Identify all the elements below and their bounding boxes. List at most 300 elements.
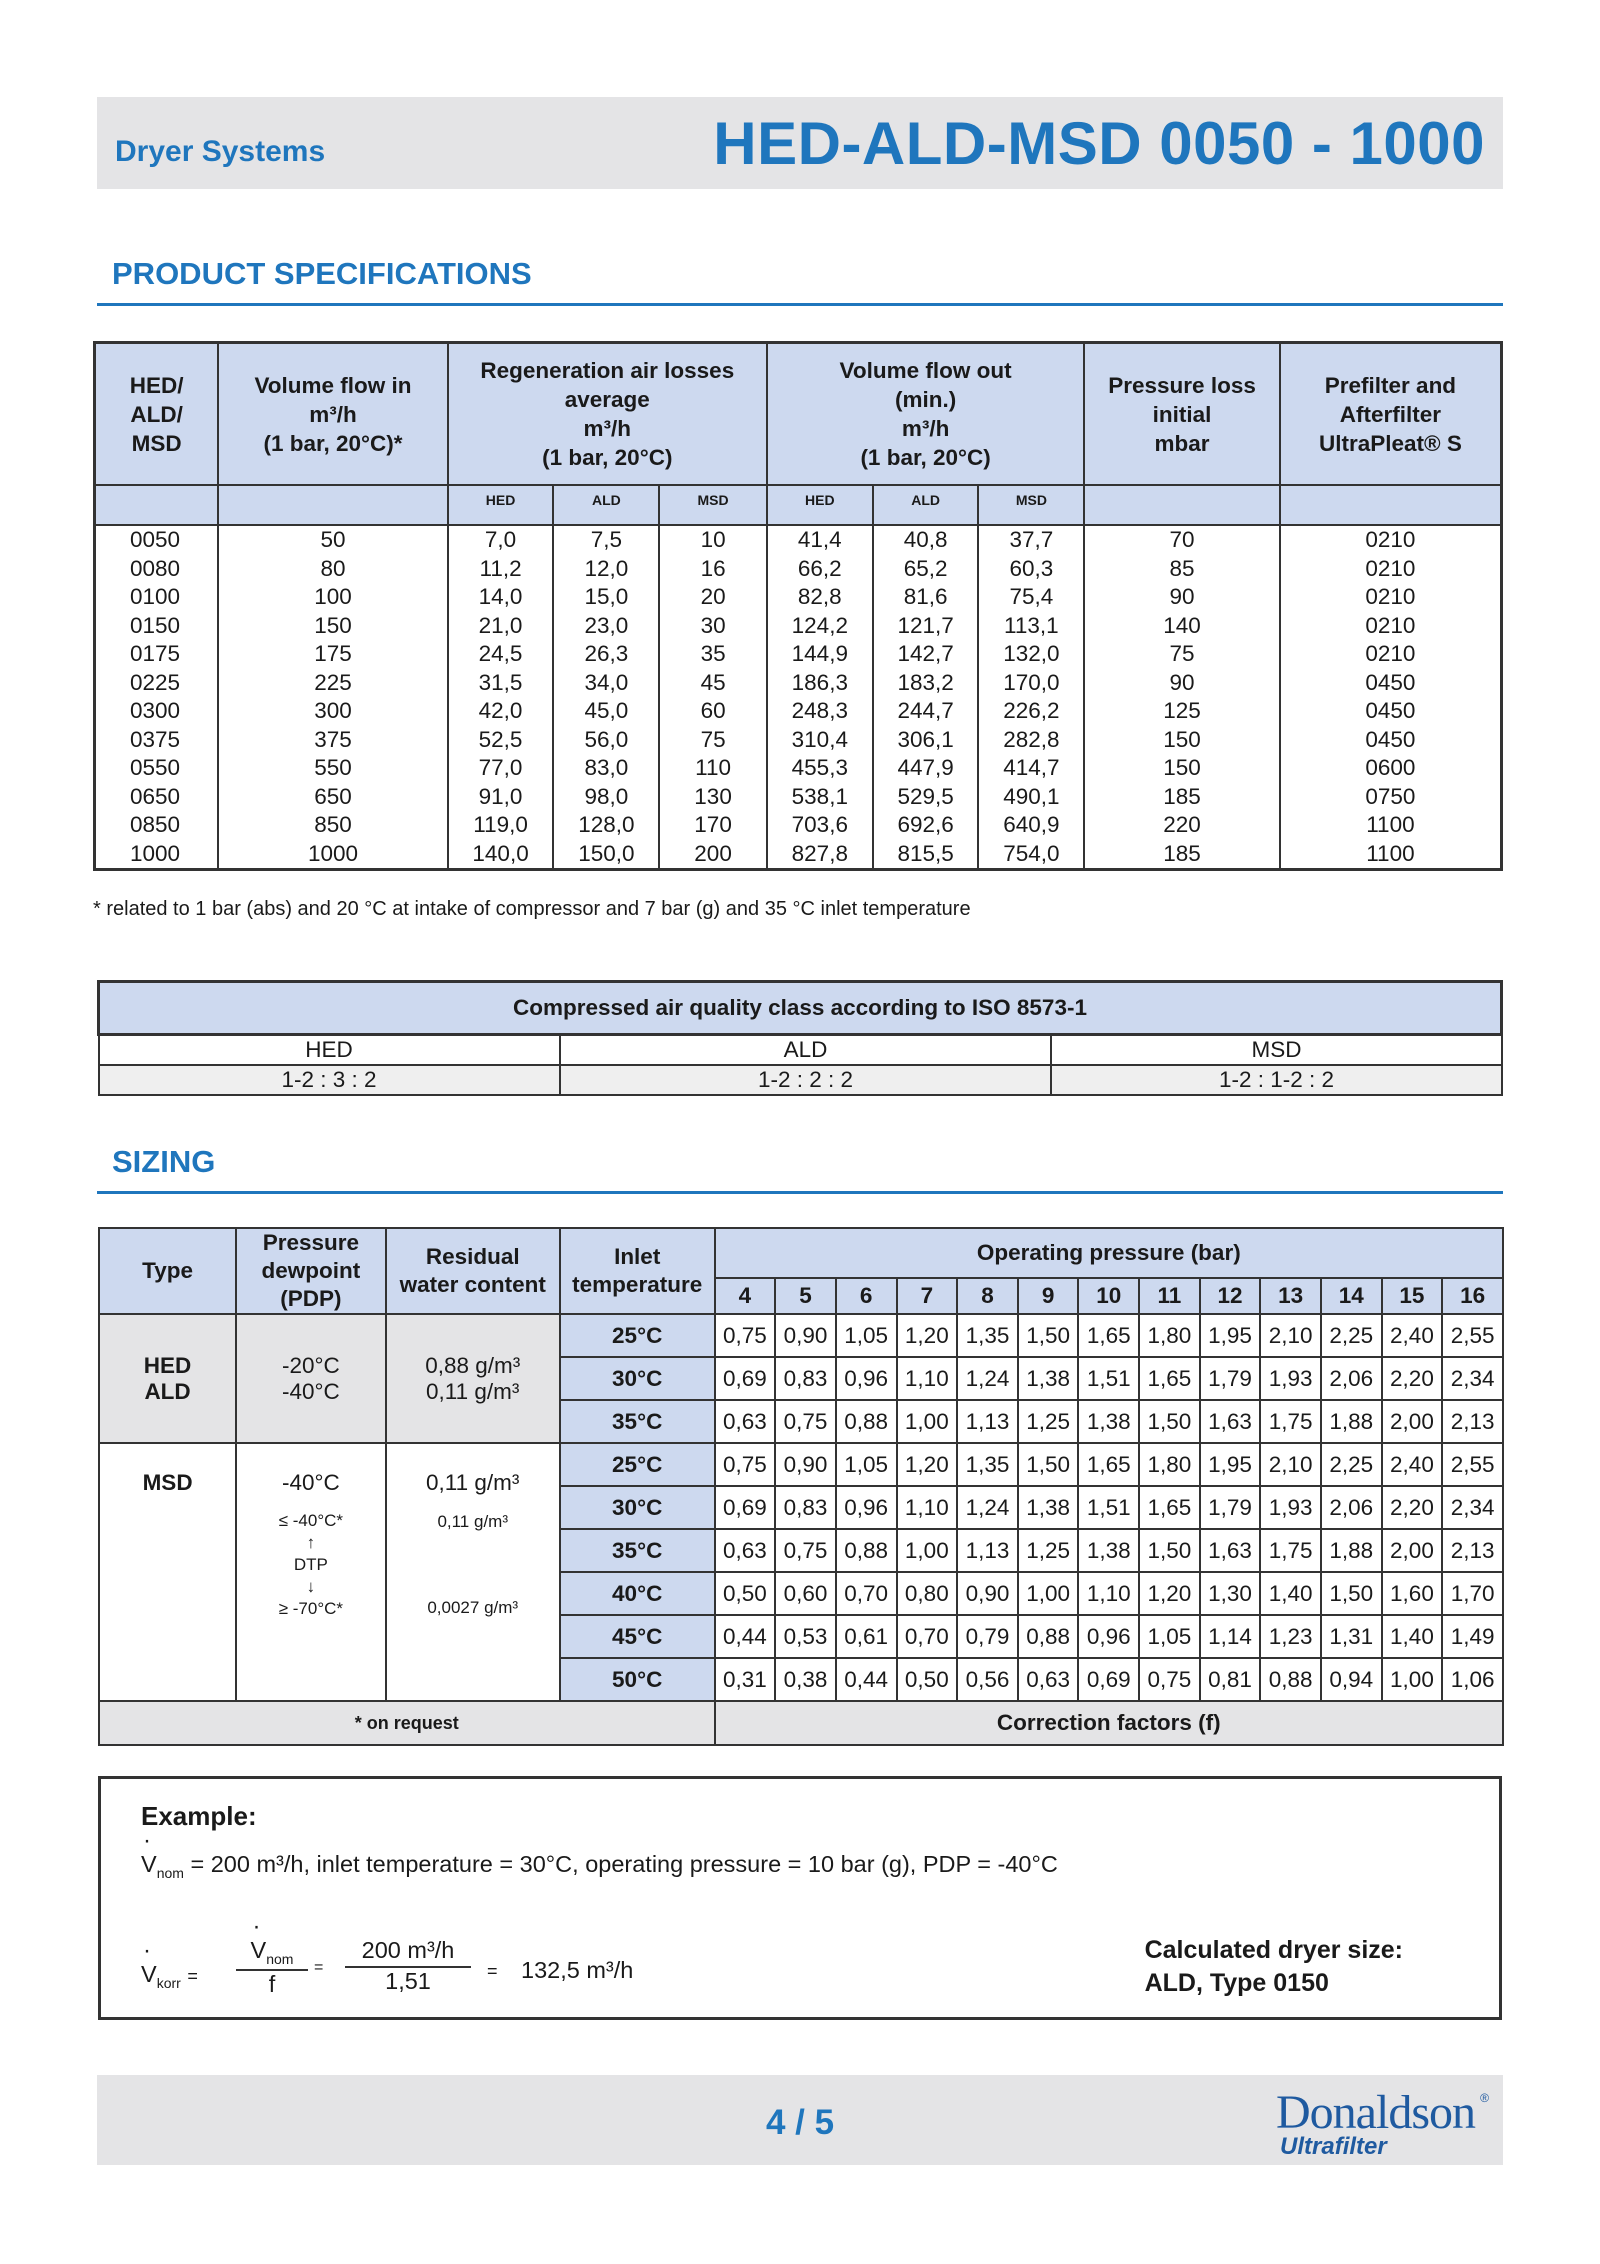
spec-cell: 130 [659,783,767,812]
spec-cell: 85 [1084,555,1280,584]
spec-cell: 0450 [1280,697,1502,726]
spec-cell: 140,0 [448,840,554,870]
correction-factor: 2,06 [1321,1486,1382,1529]
water-msd-value: 0,11 g/m³ [426,1470,520,1495]
correction-factor: 0,63 [715,1400,776,1443]
correction-factor: 2,25 [1321,1314,1382,1357]
spec-cell: 150,0 [553,840,659,870]
correction-factor: 1,75 [1260,1529,1321,1572]
eq-sign-1: = [314,1959,324,1976]
fraction-numeric: $\frac{\text{200 m³/h}}{1,51}$ [345,1937,471,1995]
spec-cell: 10 [659,525,767,555]
spec-cell: 11,2 [448,555,554,584]
spec-row [95,583,1502,612]
correction-factor: 1,00 [1018,1572,1079,1615]
pressure-header: 16 [1442,1278,1503,1314]
correction-factor: 0,44 [715,1615,776,1658]
spec-cell: 310,4 [767,726,873,755]
iso-label-msd: MSD [1051,1035,1501,1066]
correction-factor: 0,94 [1321,1658,1382,1701]
sizing-col-type: Type [99,1228,236,1314]
spec-cell: 1000 [218,840,447,870]
spec-cell: 7,5 [553,525,659,555]
inlet-temp: 40°C [560,1572,715,1615]
spec-cell: 52,5 [448,726,554,755]
spec-cell-model: 0650 [95,783,219,812]
correction-factor: 0,75 [775,1529,836,1572]
spec-cell: 125 [1084,697,1280,726]
correction-factor: 0,96 [1078,1615,1139,1658]
spec-cell: 42,0 [448,697,554,726]
correction-factor: 0,80 [897,1572,958,1615]
spec-cell: 45 [659,669,767,698]
spec-cell: 640,9 [978,811,1084,840]
correction-factor: 1,24 [957,1486,1018,1529]
spec-cell: 75 [1084,640,1280,669]
correction-factor: 1,50 [1018,1443,1079,1486]
spec-cell: 65,2 [873,555,979,584]
correction-factor: 0,70 [836,1572,897,1615]
header-category: Dryer Systems [115,135,326,168]
correction-factor: 1,88 [1321,1400,1382,1443]
sizing-row [99,1314,1503,1357]
correction-factor: 1,38 [1078,1529,1139,1572]
spec-cell: 7,0 [448,525,554,555]
inlet-temp: 25°C [560,1443,715,1486]
correction-factor: 2,34 [1442,1486,1503,1529]
spec-cell: 56,0 [553,726,659,755]
correction-factor: 2,40 [1382,1314,1443,1357]
correction-factor: 1,38 [1078,1400,1139,1443]
spec-cell: 244,7 [873,697,979,726]
page-header [97,97,1503,189]
correction-factor: 2,55 [1442,1443,1503,1486]
correction-factor: 1,95 [1200,1314,1261,1357]
on-request-note: * on request [99,1701,715,1745]
correction-factor: 1,49 [1442,1615,1503,1658]
correction-factor: 1,20 [1139,1572,1200,1615]
correction-factor: 0,61 [836,1615,897,1658]
spec-cell: 77,0 [448,754,554,783]
correction-factor: 0,75 [775,1400,836,1443]
spec-cell: 75 [659,726,767,755]
correction-factor: 1,79 [1200,1486,1261,1529]
pressure-header: 6 [836,1278,897,1314]
spec-cell-model: 0225 [95,669,219,698]
correction-factor: 2,10 [1260,1443,1321,1486]
spec-cell: 703,6 [767,811,873,840]
spec-cell: 98,0 [553,783,659,812]
spec-row [95,754,1502,783]
spec-cell: 14,0 [448,583,554,612]
calculated-size [1145,1934,1403,2000]
correction-factor: 1,40 [1382,1615,1443,1658]
eq-sign-2: = [487,1961,498,1981]
correction-factor: 1,93 [1260,1357,1321,1400]
correction-factor: 1,05 [1139,1615,1200,1658]
spec-cell: 82,8 [767,583,873,612]
correction-factor: 0,53 [775,1615,836,1658]
sizing-divider [97,1191,1503,1194]
spec-cell: 91,0 [448,783,554,812]
spec-cell: 850 [218,811,447,840]
spec-cell-model: 0080 [95,555,219,584]
spec-cell: 24,5 [448,640,554,669]
correction-factor: 1,10 [897,1357,958,1400]
spec-cell: 90 [1084,583,1280,612]
correction-factor: 1,80 [1139,1314,1200,1357]
spec-cell: 183,2 [873,669,979,698]
spec-cell: 650 [218,783,447,812]
spec-divider [97,303,1503,306]
spec-cell: 15,0 [553,583,659,612]
header-product-title: HED-ALD-MSD 0050 - 1000 [713,110,1485,177]
spec-cell: 220 [1084,811,1280,840]
spec-cell-model: 0375 [95,726,219,755]
correction-factor: 1,30 [1200,1572,1261,1615]
correction-factor: 2,34 [1442,1357,1503,1400]
spec-cell: 144,9 [767,640,873,669]
correction-factor: 1,38 [1018,1486,1079,1529]
spec-cell: 170 [659,811,767,840]
spec-row [95,726,1502,755]
spec-cell: 692,6 [873,811,979,840]
spec-cell: 23,0 [553,612,659,641]
sub-blank [1084,485,1280,525]
correction-factor: 0,90 [775,1443,836,1486]
correction-factor: 0,38 [775,1658,836,1701]
spec-footnote: * related to 1 bar (abs) and 20 °C at intake of compressor and 7 bar (g) and 35 °C inlet temperature [93,898,971,920]
example-title: Example: [141,1801,257,1831]
spec-cell: 70 [1084,525,1280,555]
spec-cell: 248,3 [767,697,873,726]
correction-factor: 0,44 [836,1658,897,1701]
correction-factor: 1,50 [1139,1529,1200,1572]
spec-cell: 186,3 [767,669,873,698]
spec-cell: 26,3 [553,640,659,669]
spec-cell: 90 [1084,669,1280,698]
spec-cell: 75,4 [978,583,1084,612]
spec-cell: 490,1 [978,783,1084,812]
correction-factor: 1,50 [1139,1400,1200,1443]
spec-cell: 113,1 [978,612,1084,641]
fraction-symbolic: · $V_{nom}$ f [236,1937,308,1998]
correction-factor: 1,51 [1078,1357,1139,1400]
correction-factor: 0,75 [715,1314,776,1357]
correction-factor: 1,35 [957,1314,1018,1357]
sizing-col-water: Residual water content [386,1228,560,1314]
spec-cell: 83,0 [553,754,659,783]
iso-value-hed: 1-2 : 3 : 2 [99,1065,560,1095]
spec-cell: 455,3 [767,754,873,783]
sizing-section-title: SIZING [112,1144,216,1179]
sub-blank [95,485,219,525]
correction-factor: 2,20 [1382,1486,1443,1529]
water-msd-lo: 0,0027 g/m³ [427,1598,519,1617]
correction-factor: 1,13 [957,1529,1018,1572]
example-result: 132,5 m³/h [521,1957,634,1983]
water-hed-ald: 0,88 g/m³ 0,11 g/m³ [386,1314,560,1443]
spec-cell: 110 [659,754,767,783]
sizing-row [99,1443,1503,1486]
correction-factor: 0,88 [836,1400,897,1443]
correction-factor: 1,10 [1078,1572,1139,1615]
sizing-col-inlet: Inlet temperature [560,1228,715,1314]
inlet-temp: 45°C [560,1615,715,1658]
spec-cell-model: 1000 [95,840,219,870]
example-box [98,1776,1502,2020]
sub-header: MSD [978,485,1084,525]
spec-cell: 226,2 [978,697,1084,726]
spec-cell: 60 [659,697,767,726]
spec-cell: 34,0 [553,669,659,698]
spec-cell: 175 [218,640,447,669]
iso-title: Compressed air quality class according to ISO 8573-1 [99,982,1502,1035]
correction-factor: 0,69 [715,1357,776,1400]
correction-factor: 1,23 [1260,1615,1321,1658]
correction-factor: 0,69 [715,1486,776,1529]
correction-factor: 1,35 [957,1443,1018,1486]
sub-header: ALD [873,485,979,525]
correction-factor: 1,63 [1200,1400,1261,1443]
correction-factor: 0,83 [775,1486,836,1529]
spec-table [93,341,1503,871]
pressure-header: 5 [775,1278,836,1314]
pressure-header: 14 [1321,1278,1382,1314]
correction-factor: 1,13 [957,1400,1018,1443]
iso-quality-table [97,980,1503,1096]
pressure-header: 8 [957,1278,1018,1314]
pressure-header: 10 [1078,1278,1139,1314]
pressure-header: 15 [1382,1278,1443,1314]
iso-value-msd: 1-2 : 1-2 : 2 [1051,1065,1501,1095]
spec-cell: 0210 [1280,640,1502,669]
pressure-header: 11 [1139,1278,1200,1314]
water-msd [386,1443,560,1701]
spec-cell: 119,0 [448,811,554,840]
spec-cell: 121,7 [873,612,979,641]
sub-header: HED [448,485,554,525]
col-filters: Prefilter and Afterfilter UltraPleat® S [1280,343,1502,486]
spec-cell: 0210 [1280,555,1502,584]
spec-row [95,697,1502,726]
inlet-temp: 30°C [560,1357,715,1400]
correction-factor: 1,65 [1078,1443,1139,1486]
logo-name: Donaldson [1276,2086,1475,2139]
correction-factor: 1,70 [1442,1572,1503,1615]
inlet-temp: 25°C [560,1314,715,1357]
pdp-msd-value: -40°C [281,1470,340,1495]
correction-factor: 1,65 [1139,1357,1200,1400]
correction-factor: 2,55 [1442,1314,1503,1357]
spec-cell: 185 [1084,840,1280,870]
spec-cell: 754,0 [978,840,1084,870]
spec-cell: 31,5 [448,669,554,698]
spec-cell: 300 [218,697,447,726]
spec-cell: 550 [218,754,447,783]
correction-factor: 0,63 [1018,1658,1079,1701]
pdp-msd-range: ≤ -40°C* ↑ DTP ↓ ≥ -70°C* [278,1511,344,1618]
correction-factor: 1,80 [1139,1443,1200,1486]
correction-factor: 2,25 [1321,1443,1382,1486]
spec-cell-model: 0100 [95,583,219,612]
inlet-temp: 35°C [560,1400,715,1443]
correction-factor: 0,50 [897,1658,958,1701]
correction-factor: 1,05 [836,1314,897,1357]
spec-cell: 282,8 [978,726,1084,755]
spec-section-title: PRODUCT SPECIFICATIONS [112,256,532,291]
spec-cell: 414,7 [978,754,1084,783]
spec-cell: 0600 [1280,754,1502,783]
type-hed-ald: HED ALD [99,1314,236,1443]
correction-factor: 0,88 [1018,1615,1079,1658]
correction-factor: 0,75 [715,1443,776,1486]
correction-factor: 1,06 [1442,1658,1503,1701]
col-regen-losses: Regeneration air losses average m³/h (1 bar, 20°C) [448,343,767,486]
spec-cell-model: 0175 [95,640,219,669]
correction-factor: 0,56 [957,1658,1018,1701]
correction-factor: 1,50 [1018,1314,1079,1357]
spec-cell: 827,8 [767,840,873,870]
correction-factor: 2,13 [1442,1529,1503,1572]
correction-factor: 1,79 [1200,1357,1261,1400]
spec-cell: 0210 [1280,612,1502,641]
col-pressure-loss: Pressure loss initial mbar [1084,343,1280,486]
pressure-header: 13 [1260,1278,1321,1314]
spec-cell: 12,0 [553,555,659,584]
spec-cell: 142,7 [873,640,979,669]
pressure-header: 7 [897,1278,958,1314]
page-number: 4 / 5 [765,2103,835,2142]
correction-factor: 2,00 [1382,1529,1443,1572]
correction-factor: 2,00 [1382,1400,1443,1443]
spec-cell: 37,7 [978,525,1084,555]
correction-factor: 1,10 [897,1486,958,1529]
correction-factor: 0,96 [836,1357,897,1400]
pressure-header: 9 [1018,1278,1079,1314]
spec-cell-model: 0850 [95,811,219,840]
logo-subbrand: Ultrafilter [1280,2133,1387,2160]
spec-cell: 16 [659,555,767,584]
correction-factor: 1,38 [1018,1357,1079,1400]
inlet-temp: 35°C [560,1529,715,1572]
correction-factor: 0,88 [1260,1658,1321,1701]
correction-factor: 1,50 [1321,1572,1382,1615]
spec-cell: 447,9 [873,754,979,783]
correction-factors-label: Correction factors (f) [715,1701,1503,1745]
correction-factor: 1,65 [1139,1486,1200,1529]
spec-row [95,840,1502,870]
spec-row [95,555,1502,584]
spec-cell-model: 0300 [95,697,219,726]
correction-factor: 1,00 [897,1400,958,1443]
iso-label-hed: HED [99,1035,560,1066]
sub-header: HED [767,485,873,525]
sub-blank [1280,485,1502,525]
correction-factor: 0,31 [715,1658,776,1701]
spec-cell: 150 [1084,754,1280,783]
v-korr-symbol: · $V_{korr}$ = [141,1961,198,1991]
example-given [141,1851,1058,1881]
correction-factor: 1,25 [1018,1529,1079,1572]
sizing-table [98,1227,1504,1746]
correction-factor: 0,60 [775,1572,836,1615]
correction-factor: 0,75 [1139,1658,1200,1701]
spec-row [95,811,1502,840]
spec-cell: 306,1 [873,726,979,755]
spec-cell: 0450 [1280,669,1502,698]
correction-factor: 2,20 [1382,1357,1443,1400]
correction-factor: 1,95 [1200,1443,1261,1486]
correction-factor: 1,24 [957,1357,1018,1400]
spec-cell: 66,2 [767,555,873,584]
correction-factor: 0,50 [715,1572,776,1615]
correction-factor: 2,06 [1321,1357,1382,1400]
sub-header: ALD [553,485,659,525]
spec-cell: 140 [1084,612,1280,641]
spec-cell: 170,0 [978,669,1084,698]
spec-cell: 1100 [1280,811,1502,840]
spec-cell: 0450 [1280,726,1502,755]
correction-factor: 2,10 [1260,1314,1321,1357]
correction-factor: 0,96 [836,1486,897,1529]
inlet-temp: 50°C [560,1658,715,1701]
spec-row [95,669,1502,698]
spec-cell: 815,5 [873,840,979,870]
correction-factor: 0,83 [775,1357,836,1400]
spec-cell: 45,0 [553,697,659,726]
correction-factor: 1,20 [897,1314,958,1357]
correction-factor: 1,20 [897,1443,958,1486]
spec-cell: 41,4 [767,525,873,555]
calculated-size-title: Calculated dryer size: [1144,1936,1403,1964]
spec-cell: 375 [218,726,447,755]
correction-factor: 0,70 [897,1615,958,1658]
spec-cell: 132,0 [978,640,1084,669]
page-footer [97,2075,1503,2165]
spec-cell: 200 [659,840,767,870]
sub-blank [218,485,447,525]
spec-cell-model: 0050 [95,525,219,555]
correction-factor: 2,13 [1442,1400,1503,1443]
example-given-text: = 200 m³/h, inlet temperature = 30°C, operating pressure = 10 bar (g), PDP = -40°C [183,1851,1058,1877]
spec-cell: 80 [218,555,447,584]
v-nom-symbol: · $V_{nom}$ [141,1851,184,1877]
correction-factor: 1,00 [897,1529,958,1572]
iso-label-ald: ALD [560,1035,1052,1066]
calculated-size-value: ALD, Type 0150 [1144,1969,1329,1997]
spec-cell: 128,0 [553,811,659,840]
correction-factor: 1,25 [1018,1400,1079,1443]
correction-factor: 0,69 [1078,1658,1139,1701]
spec-cell: 30 [659,612,767,641]
correction-factor: 0,90 [957,1572,1018,1615]
sub-header: MSD [659,485,767,525]
donaldson-logo [1276,2086,1489,2160]
spec-row [95,640,1502,669]
spec-cell: 81,6 [873,583,979,612]
col-flow-in: Volume flow in m³/h (1 bar, 20°C)* [218,343,447,486]
pdp-msd [236,1443,386,1701]
correction-factor: 1,31 [1321,1615,1382,1658]
correction-factor: 1,51 [1078,1486,1139,1529]
iso-value-ald: 1-2 : 2 : 2 [560,1065,1052,1095]
correction-factor: 0,63 [715,1529,776,1572]
correction-factor: 0,88 [836,1529,897,1572]
correction-factor: 1,14 [1200,1615,1261,1658]
spec-cell: 538,1 [767,783,873,812]
spec-cell: 100 [218,583,447,612]
